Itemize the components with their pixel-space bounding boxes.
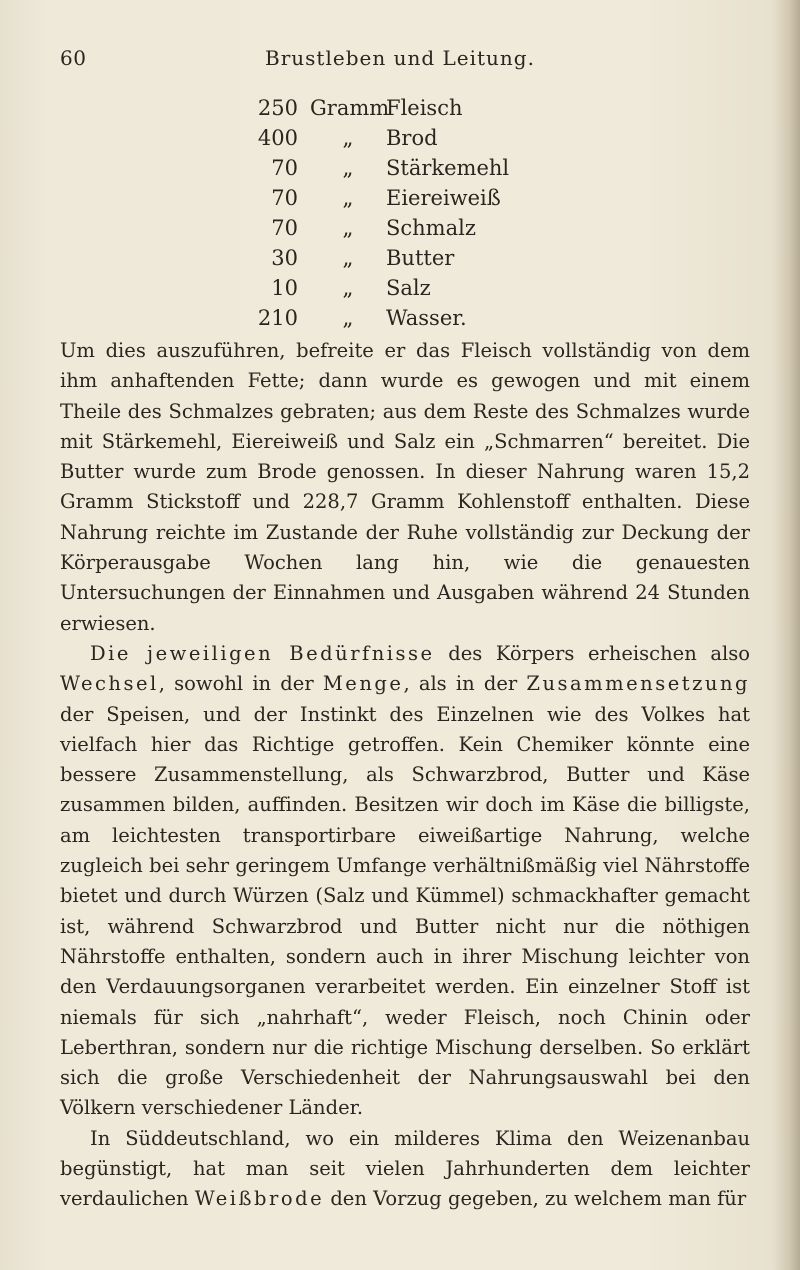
body-text [60, 336, 750, 1215]
paragraph-preparation: Um dies auszuführen, befreite er das Fleisch vollständig von dem ihm anhaftenden Fette; dann wurde es gewogen und mit einem Theile des Schmalzes gebraten; aus dem Reste des Schmalzes wurde mit Stärkemehl, Eiereiweiß und Salz ein „Schmarren“ bereitet. Die Butter wurde zum Brode genossen. In dieser Nahrung waren 15,2 Gramm Stickstoff und 228,7 Gramm Kohlenstoff enthalten. Diese Nahrung reichte im Zustande der Ruhe vollständig zur Deckung der Körperausgabe Wochen lang hin, wie die genauesten Untersuchungen der Einnahmen und Ausgaben während 24 Stunden erwiesen. [60, 339, 750, 635]
recipe-quantity: 70 [271, 156, 298, 180]
recipe-item: Schmalz [386, 216, 476, 240]
page-edge-shadow [772, 0, 800, 1270]
recipe-row [250, 126, 570, 156]
recipe-item: Salz [386, 276, 431, 300]
recipe-row [250, 96, 570, 126]
recipe-row [250, 216, 570, 246]
paragraph-south-text: In Süddeutschland, wo ein milderes Klima den Weizenanbau begünstigt, hat man seit vielen Jahrhunderten dem leichter verdaulichen [60, 1126, 750, 1211]
page-number: 60 [60, 46, 87, 70]
recipe-unit-ditto: „ [342, 306, 354, 330]
recipe-quantity: 250 [257, 96, 298, 120]
paragraph-needs-text: , sowohl in der [158, 672, 323, 696]
recipe-list [250, 96, 570, 336]
recipe-item: Wasser. [386, 306, 467, 330]
recipe-quantity: 70 [271, 186, 298, 210]
recipe-unit-ditto: „ [342, 126, 354, 150]
recipe-unit: Gramm [310, 96, 390, 120]
recipe-item: Butter [386, 246, 455, 270]
page-header [60, 46, 740, 76]
paragraph-south-germany [60, 1124, 750, 1215]
recipe-unit-ditto: „ [342, 186, 354, 210]
emphasis-quantity: Menge [322, 672, 404, 696]
emphasis-change: Wechsel [60, 672, 159, 696]
recipe-unit-ditto: „ [342, 156, 354, 180]
paragraph-needs-text: des Körpers erheischen also [434, 641, 750, 665]
recipe-row [250, 186, 570, 216]
emphasis-composition: Zusammensetzung [526, 672, 750, 696]
emphasis-needs: Die jeweiligen Bedürfnisse [90, 641, 435, 665]
recipe-row [250, 246, 570, 276]
recipe-quantity: 70 [271, 216, 298, 240]
recipe-unit-ditto: „ [342, 246, 354, 270]
recipe-quantity: 400 [257, 126, 298, 150]
paragraph-needs [60, 639, 750, 1124]
recipe-item: Stärkemehl [386, 156, 510, 180]
recipe-quantity: 30 [271, 246, 298, 270]
recipe-row [250, 306, 570, 336]
recipe-unit-ditto: „ [342, 276, 354, 300]
emphasis-white-bread: Weißbrode [194, 1187, 325, 1211]
recipe-item: Eiereiweiß [386, 186, 501, 210]
running-head: Brustleben und Leitung. [265, 46, 535, 70]
paragraph-needs-text: der Speisen, und der Instinkt des Einzelnen wie des Volkes hat vielfach hier das Richtige getroffen. Kein Chemiker könnte eine bessere Zusammenstellung, als Schwarzbrod, Butter und Käse zusammen bilden, auffinden. Besitzen wir doch im Käse die billigste, am leichtesten transportirbare eiweißartige Nahrung, welche zugleich bei sehr geringem Umfange verhältnißmäßig viel Nährstoffe bietet und durch Würzen (Salz und Kümmel) schmackhafter gemacht ist, während Schwarzbrod und Butter nicht nur die nöthigen Nährstoffe enthalten, sondern auch in ihrer Mischung leichter von den Verdauungsorganen verarbeitet werden. Ein einzelner Stoff ist niemals für sich „nahrhaft“, weder Fleisch, noch Chinin oder Leberthran, sondern nur die richtige Mischung derselben. So erklärt sich die große Verschiedenheit der Nahrungsauswahl bei den Völkern verschiedener Länder. [60, 702, 750, 1120]
recipe-item: Brod [386, 126, 438, 150]
paragraph-needs-text: , als in der [403, 672, 527, 696]
recipe-unit-ditto: „ [342, 216, 354, 240]
recipe-quantity: 10 [271, 276, 298, 300]
recipe-item: Fleisch [386, 96, 463, 120]
recipe-quantity: 210 [257, 306, 298, 330]
recipe-row [250, 156, 570, 186]
paragraph-south-text: den Vorzug gegeben, zu welchem man für [324, 1187, 747, 1211]
recipe-row [250, 276, 570, 306]
